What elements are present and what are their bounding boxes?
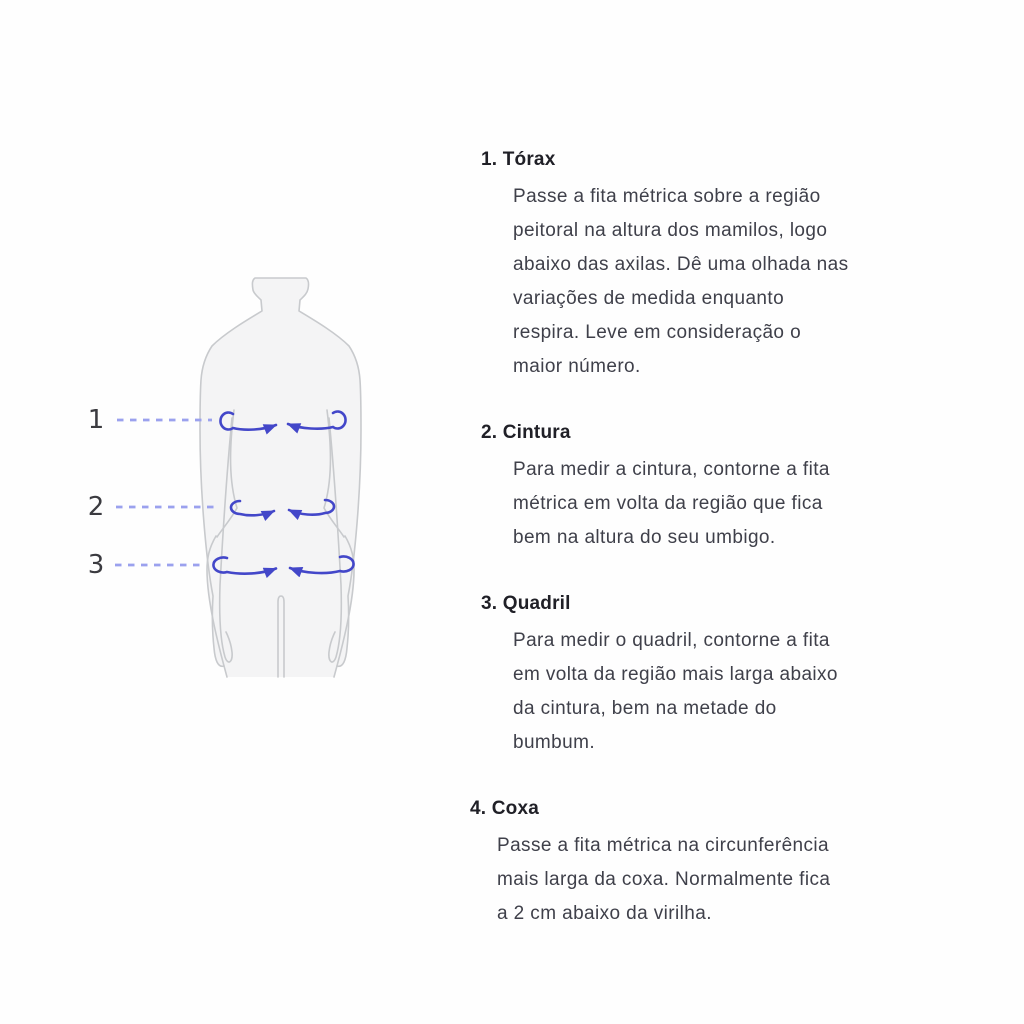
section-heading-quadril: 3. Quadril [481, 593, 571, 614]
text-line: Para medir a cintura, contorne a fita [513, 459, 830, 480]
text-line: métrica em volta da região que fica [513, 493, 823, 514]
section-heading-coxa: 4. Coxa [470, 798, 539, 819]
section-body-coxa [470, 829, 921, 931]
section-coxa [470, 795, 921, 931]
text-line: variações de medida enquanto [513, 288, 785, 309]
text-line: em volta da região mais larga abaixo [513, 664, 838, 685]
arm-inner-right [329, 418, 341, 662]
leg-separation-line [278, 596, 284, 677]
waist-measurement-arrows [231, 500, 334, 515]
chest-measurement-arrows [220, 412, 345, 430]
section-body-quadril [481, 624, 921, 760]
section-cintura [481, 419, 921, 555]
text-line: maior número. [513, 356, 641, 377]
instructions-column [470, 146, 921, 931]
hip-thigh-right [334, 536, 354, 677]
hip-measurement-arrows [213, 557, 353, 574]
measurement-marker-1: 1 [87, 405, 105, 435]
text-line: Passe a fita métrica na circunferência [497, 835, 830, 856]
guide-lines [115, 420, 219, 565]
text-line: bem na altura do seu umbigo. [513, 527, 776, 548]
section-torax [481, 146, 921, 384]
text-line: mais larga da coxa. Normalmente fica [497, 869, 831, 890]
text-line: da cintura, bem na metade do [513, 698, 777, 719]
section-heading-torax: 1. Tórax [481, 149, 556, 170]
measurement-marker-2: 2 [87, 492, 105, 522]
section-quadril [481, 590, 921, 760]
text-line: abaixo das axilas. Dê uma olhada nas [513, 254, 849, 275]
body-silhouette [200, 278, 361, 677]
silhouette-outer-edge [200, 278, 361, 666]
torso-side-right [324, 410, 344, 537]
text-line: respira. Leve em consideração o [513, 322, 802, 343]
text-line: bumbum. [513, 732, 596, 753]
text-line: peitoral na altura dos mamilos, logo [513, 220, 828, 241]
torso-side-left [217, 410, 237, 537]
section-body-cintura [481, 453, 921, 555]
section-body-torax [481, 180, 921, 384]
hip-thigh-left [207, 536, 227, 677]
text-line: Passe a fita métrica sobre a região [513, 186, 821, 207]
text-line: a 2 cm abaixo da virilha. [497, 903, 712, 924]
text-line: Para medir o quadril, contorne a fita [513, 630, 830, 651]
section-heading-cintura: 2. Cintura [481, 422, 571, 443]
arm-inner-left [220, 418, 232, 662]
measurement-marker-3: 3 [87, 550, 105, 580]
